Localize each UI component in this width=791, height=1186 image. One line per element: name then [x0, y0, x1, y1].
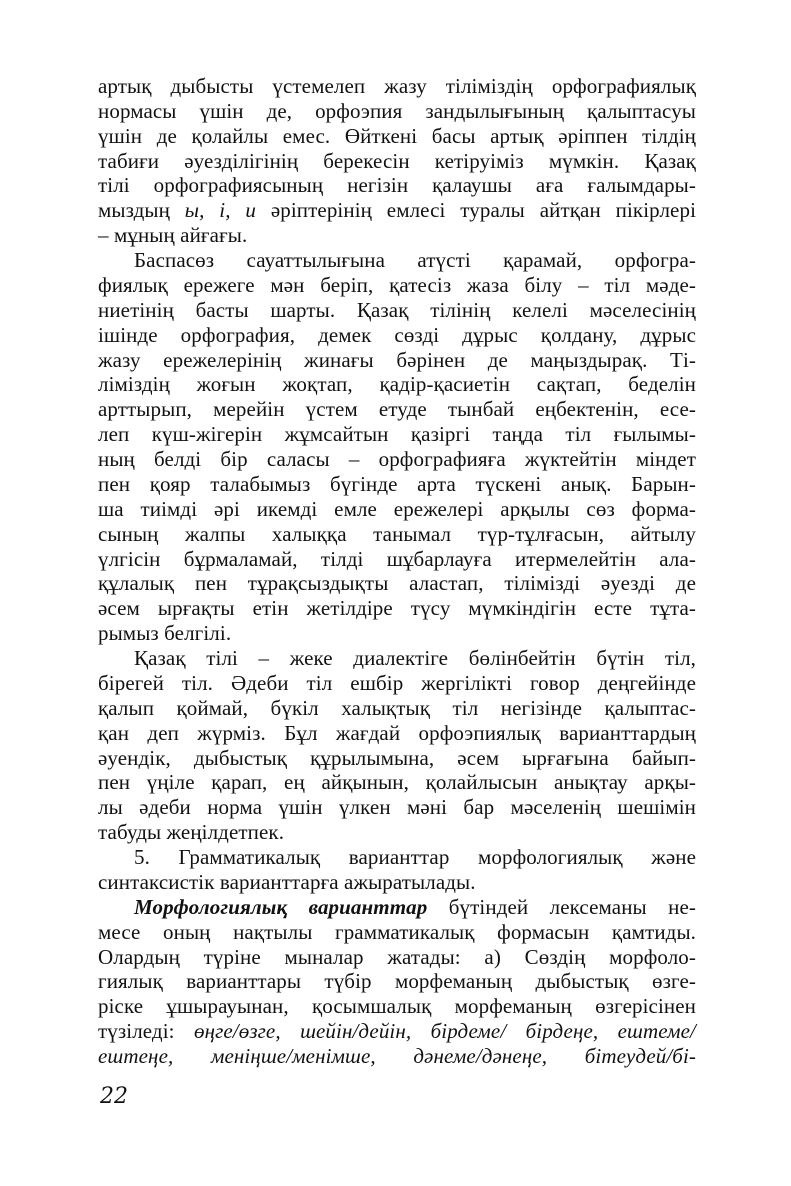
text-line: лы әдеби норма үшін үлкен мәні бар мәселенің шешімін [98, 795, 696, 819]
italic-examples: өңге/өзге, шейін/дейін, бірдеме/ бірдеңе, ештеме/ [193, 1019, 696, 1043]
text-fragment: мыздың [98, 198, 185, 222]
text-fragment: әріптерінің емлесі туралы айтқан пікірлері [256, 198, 697, 222]
text-line: ның белді бір саласы – орфографияға жүктейтін міндет [98, 447, 696, 471]
text-line: 5. Грамматикалық варианттар морфологиялық және [134, 845, 696, 869]
text-line: әсем ырғақты етін жетілдіре түсу мүмкіндігін есте тұта- [98, 596, 696, 620]
text-line: пен үңіле қарап, ең айқынын, қолайлысын анықтау арқы- [98, 770, 696, 794]
italic-letters: ы, і, и [184, 198, 256, 222]
text-line: үлгісін бұрмаламай, тілді шұбарлауға итермелейтін ала- [98, 547, 696, 571]
text-line: пен қояр талабымыз бүгінде арта түскені анық. Барын- [98, 472, 696, 496]
text-line: әуендік, дыбыстық құрылымына, әсем ырғағына байып- [98, 746, 696, 770]
text-line: табуды жеңілдетпек. [98, 820, 285, 844]
text-line: ріске ұшырауынан, қосымшалық морфеманың өзгерісінен [98, 994, 696, 1018]
text-line: нормасы үшін де, орфоэпия зандылығының қалыптасуы [98, 99, 696, 123]
text-line: қалып қоймай, бүкіл халықтық тіл негізінде қалыптас- [98, 696, 696, 720]
text-line: қан деп жүрміз. Бұл жағдай орфоэпиялық варианттардың [98, 721, 696, 745]
text-line: құлалық пен тұрақсыздықты аластап, тілімізді әуезді де [98, 571, 696, 595]
text-line: Олардың түріне мыналар жатады: а) Сөздің морфоло- [98, 945, 696, 969]
text-line: тілі орфографиясының негізін қалаушы аға ғалымдары- [98, 173, 696, 197]
text-line: Қазақ тілі – жеке диалектіге бөлінбейтін бүтін тіл, [134, 646, 696, 670]
text-line: Баспасөз сауаттылығына атүсті қарамай, орфогра- [134, 248, 696, 272]
text-line: фиялық ережеге мән беріп, қатесіз жаза білу – тіл мәде- [98, 273, 696, 297]
text-line: гиялық варианттары түбір морфеманың дыбыстық өзге- [98, 969, 696, 993]
text-line: сының жалпы халыққа танымал түр-тұлғасын, айтылу [98, 522, 696, 546]
text-line: жазу ережелерінің жинағы бәрінен де маңыздырақ. Ті- [98, 348, 696, 372]
text-line: месе оның нақтылы грамматикалық формасын қамтиды. [98, 920, 696, 944]
text-line: ішінде орфография, демек сөзді дұрыс қолдану, дұрыс [98, 323, 696, 347]
text-line: синтаксистік варианттарға ажыратылады. [98, 870, 476, 894]
bold-term: Морфологиялық варианттар [134, 895, 428, 919]
italic-examples-line: ештеңе, меніңше/менімше, дәнеме/дәнеңе, бітеудей/бі- [98, 1044, 696, 1068]
text-line: ниетінің басты шарты. Қазақ тілінің келелі мәселесінің [98, 298, 696, 322]
text-line: үшін де қолайлы емес. Өйткені басы артық әріппен тілдің [98, 124, 696, 148]
text-line: ша тиімді әрі икемді емле ережелері арқылы сөз форма- [98, 497, 696, 521]
text-line: леп күш-жігерін жұмсайтын қазіргі таңда тіл ғылымы- [98, 422, 696, 446]
text-line: табиғи әуезділігінің берекесін кетіруіміз мүмкін. Қазақ [98, 149, 696, 173]
text-line: арттырып, мерейін үстем етуде тынбай еңбектенін, есе- [98, 397, 696, 421]
text-fragment: бүтіндей лексеманы не- [427, 895, 696, 919]
text-line: рымыз белгілі. [98, 621, 232, 645]
text-line: – мұның айғағы. [98, 223, 248, 247]
text-fragment: түзіледі: [98, 1019, 194, 1043]
text-line: ліміздің жоғын жоқтап, қадір-қасиетін сақтап, беделін [98, 372, 696, 396]
text-line: бірегей тіл. Әдеби тіл ешбір жергілікті говор деңгейінде [98, 671, 696, 695]
text-line: артық дыбысты үстемелеп жазу тіліміздің орфографиялық [98, 74, 696, 98]
page-number: 22 [100, 1084, 128, 1109]
